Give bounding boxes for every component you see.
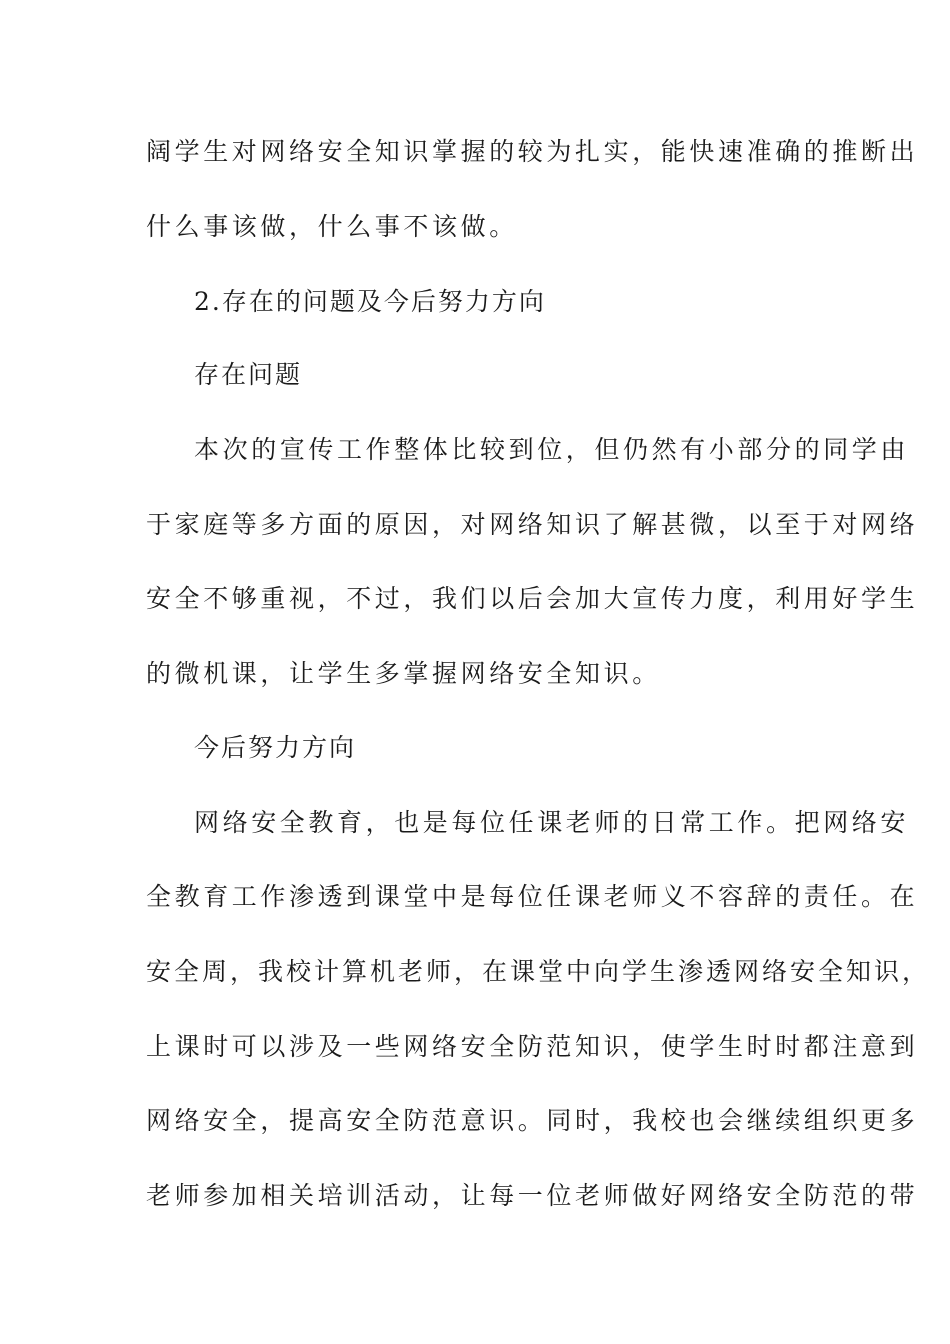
section-heading: 2.存在的问题及今后努力方向 <box>194 287 546 316</box>
text-line: 网络安全教育，也是每位任课老师的日常工作。把网络安 <box>194 808 910 837</box>
text-line: 网络安全，提高安全防范意识。同时，我校也会继续组织更多 <box>146 1106 919 1135</box>
text-line: 什么事该做，什么事不该做。 <box>146 212 518 241</box>
subheading: 存在问题 <box>194 360 303 389</box>
text-line: 的微机课，让学生多掌握网络安全知识。 <box>146 659 661 688</box>
text-line: 于家庭等多方面的原因，对网络知识了解甚微，以至于对网络 <box>146 510 919 539</box>
text-line: 阔学生对网络安全知识掌握的较为扎实，能快速准确的推断出 <box>146 137 919 166</box>
text-line: 上课时可以涉及一些网络安全防范知识，使学生时时都注意到 <box>146 1032 919 1061</box>
text-line: 安全不够重视，不过，我们以后会加大宣传力度，利用好学生 <box>146 584 919 613</box>
text-line: 本次的宣传工作整体比较到位，但仍然有小部分的同学由 <box>194 435 910 464</box>
text-line: 全教育工作渗透到课堂中是每位任课老师义不容辞的责任。在 <box>146 882 919 911</box>
subheading: 今后努力方向 <box>194 733 357 762</box>
text-line: 老师参加相关培训活动，让每一位老师做好网络安全防范的带 <box>146 1181 919 1210</box>
text-line: 安全周，我校计算机老师，在课堂中向学生渗透网络安全知识， <box>146 957 931 986</box>
